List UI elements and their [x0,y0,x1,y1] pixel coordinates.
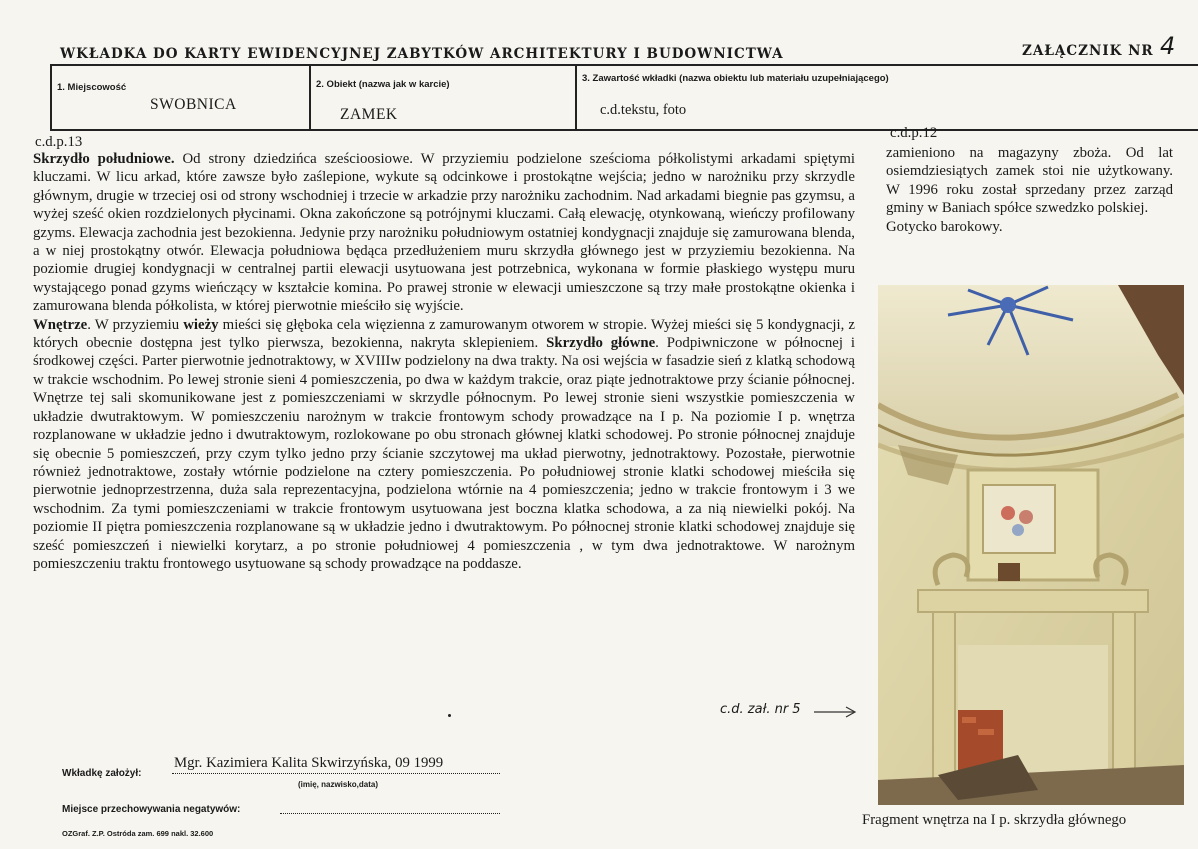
field-divider-1 [309,64,311,130]
main-body [33,150,855,573]
heading-interior: Wnętrze [33,316,88,333]
right-column-text [886,144,1173,236]
paragraph-south-wing [33,150,855,316]
field-3-label: 3. Zawartość wkładki (nazwa obiektu lub materiału uzupełniającego) [582,73,889,84]
field-1-label: 1. Miejscowość [57,82,127,93]
para-1: Od strony dziedzińca sześcioosiowe. W przyziemiu podzielone sześcioma półkolistymi arkadami spiętymi kluczami. W licu arkad, które zawsze było zaślepione, wykute są odcinkowe i prostokątne wejścia; jedno w narożniku przy skrzydle głównym, drugie w trzeciej osi od strony wschodniej i trzecie w arkadzie przy narożniku zachodnim. Nad arkadami biegnie pas gzymsu, a wyżej sześć okien rozdzielonych płycinami. Okna zakończone są potrójnymi kluczami. Całą elewację, otynkowaną, wieńczy profilowany gzyms. Elewacja zachodnia jest bezokienna. Jedynie przy narożniku południowym ostatniej kondygnacji znajduje się zamurowana blenda, a w niej prostokątny otwór. Elewacja południowa będąca przedłużeniem muru skrzydła głównego jest w przyziemiu bezokienna. Na poziomie drugiej kondygnacji w centralnej partii elewacji usytuowana jest potrzebnica, wykonana w formie płaskiego występu muru wystającego ponad gzyms wieńczący w kształcie komina. Po prawej stronie w elewacji umieszczone są trzy małe prostokątne okienka i zamurowana blenda półkolista, w której pierwotnie mieściło się wyjście. [33,151,855,315]
field-left-edge [50,64,52,130]
continuation-from: c.d.p.13 [35,134,83,150]
heading-south-wing: Skrzydło południowe. [33,151,175,167]
annex-number: 4 [1160,32,1176,60]
continued-note: c.d. zał. nr 5 [720,702,801,717]
para-2a: . W przyziemiu [87,316,184,333]
style-note: Gotycko barokowy. [886,218,1003,235]
field-divider-2 [575,64,577,130]
document-title: WKŁADKA DO KARTY EWIDENCYJNEJ ZABYTKÓW ARCHITEKTURY I BUDOWNICTWA [60,46,784,62]
interior-photo [878,285,1184,805]
fields-bottom-rule [50,129,1198,131]
para-2b: mieści się głęboka cela więzienna z zamurowanym otworem w stropie. Wyżej mieści się 5 kondygnacji, z których obecnie dostępna jest tylko pierwsza, bezokienna, nakryta sklepieniem. [33,316,855,352]
arrow-right-icon [812,704,858,718]
field-2-value: ZAMEK [340,106,398,123]
author-hint: (imię, nazwisko,data) [298,780,379,789]
header-rule [50,64,1198,66]
storage-dotted-line [280,813,500,814]
para-2c: . Podpiwniczone w północnej i środkowej części. Parter pierwotnie jednotraktowy, w XVIIIw podzielony na dwa trakty. Na osi wejścia w fasadzie sień z klatką schodową w trakcie wschodnim. Po lewej stronie sieni 4 pomieszczenia, po dwa w każdym trakcie, oraz piąte jednotraktowe przy ścianie północnej. Wnętrze tej sali skomunikowane jest z pomieszczeniami w skrzydle północnym. Po lewej stronie sieni wszystkie pomieszczenia w układzie dwutraktowym. W pomieszczeniu narożnym w trakcie frontowym schody prowadzące na I p. Na poziomie I p. wnętrza rozplanowane w układzie jedno i dwutraktowym, rozlokowane po obu stronach głównej klatki schodowej. Po stronie północnej znajduje się obecnie 5 pomieszczeń, przy czym tylko jedno przy ścianie szczytowej ma układ pierwotny, jednotraktowy. Pozostałe, pierwotnie również jednotraktowe, zostały wtórnie podzielone na cztery pomieszczenia. Po południowej stronie klatki schodowej mieściła się pierwotnie jednoprzestrzenna, duża sala reprezentacyjna, podzielona wtórnie na 4 pomieszczenia; jedno w trakcie frontowym i 3 we wschodnim. Za tymi pomieszczeniami w trakcie frontowym usytuowana jest boczna klatka schodowa, a za nią niewielki pokój. Na poziomie II piętra pomieszczenia rozplanowane są w układzie jedno i dwutraktowym. Po północnej stronie klatki schodowej znajduje się sześć pomieszczeń i niewielki korytarz, a po stronie południowej 4 pomieszczenia , w tym dwa jednotraktowe. W narożnym pomieszczeniu traktu frontowego usytuowane są schody prowadzące na poddasze. [33,335,855,572]
field-2-label: 2. Obiekt (nazwa jak w karcie) [316,79,450,90]
author-value: Mgr. Kazimiera Kalita Skwirzyńska, 09 1999 [174,755,444,771]
author-label: Wkładkę założył: [62,768,142,779]
printer-info: OZGraf. Z.P. Ostróda zam. 699 nakl. 32.600 [62,829,214,838]
storage-label: Miejsce przechowywania negatywów: [62,804,241,815]
author-dotted-line [172,773,500,774]
paragraph-interior [33,316,855,574]
field-3-value: c.d.tekstu, foto [600,102,687,118]
photo-caption: Fragment wnętrza na I p. skrzydła głównego [862,812,1127,828]
bold-tower: wieży [183,316,219,333]
fireplace-photo-illustration [878,285,1184,805]
right-text: zamieniono na magazyny zboża. Od lat osiemdziesiątych zamek stoi nie użytkowany. W 1996 roku został sprzedany przez zarząd gminy w Baniach spółce szwedzko polskiej. [886,145,1173,217]
annex-label: ZAŁĄCZNIK NR [1022,43,1154,59]
bold-main-wing: Skrzydło główne [546,335,656,352]
dot-mark [448,714,451,717]
field-1-value: SWOBNICA [150,96,237,113]
right-continuation-from: c.d.p.12 [890,125,938,141]
